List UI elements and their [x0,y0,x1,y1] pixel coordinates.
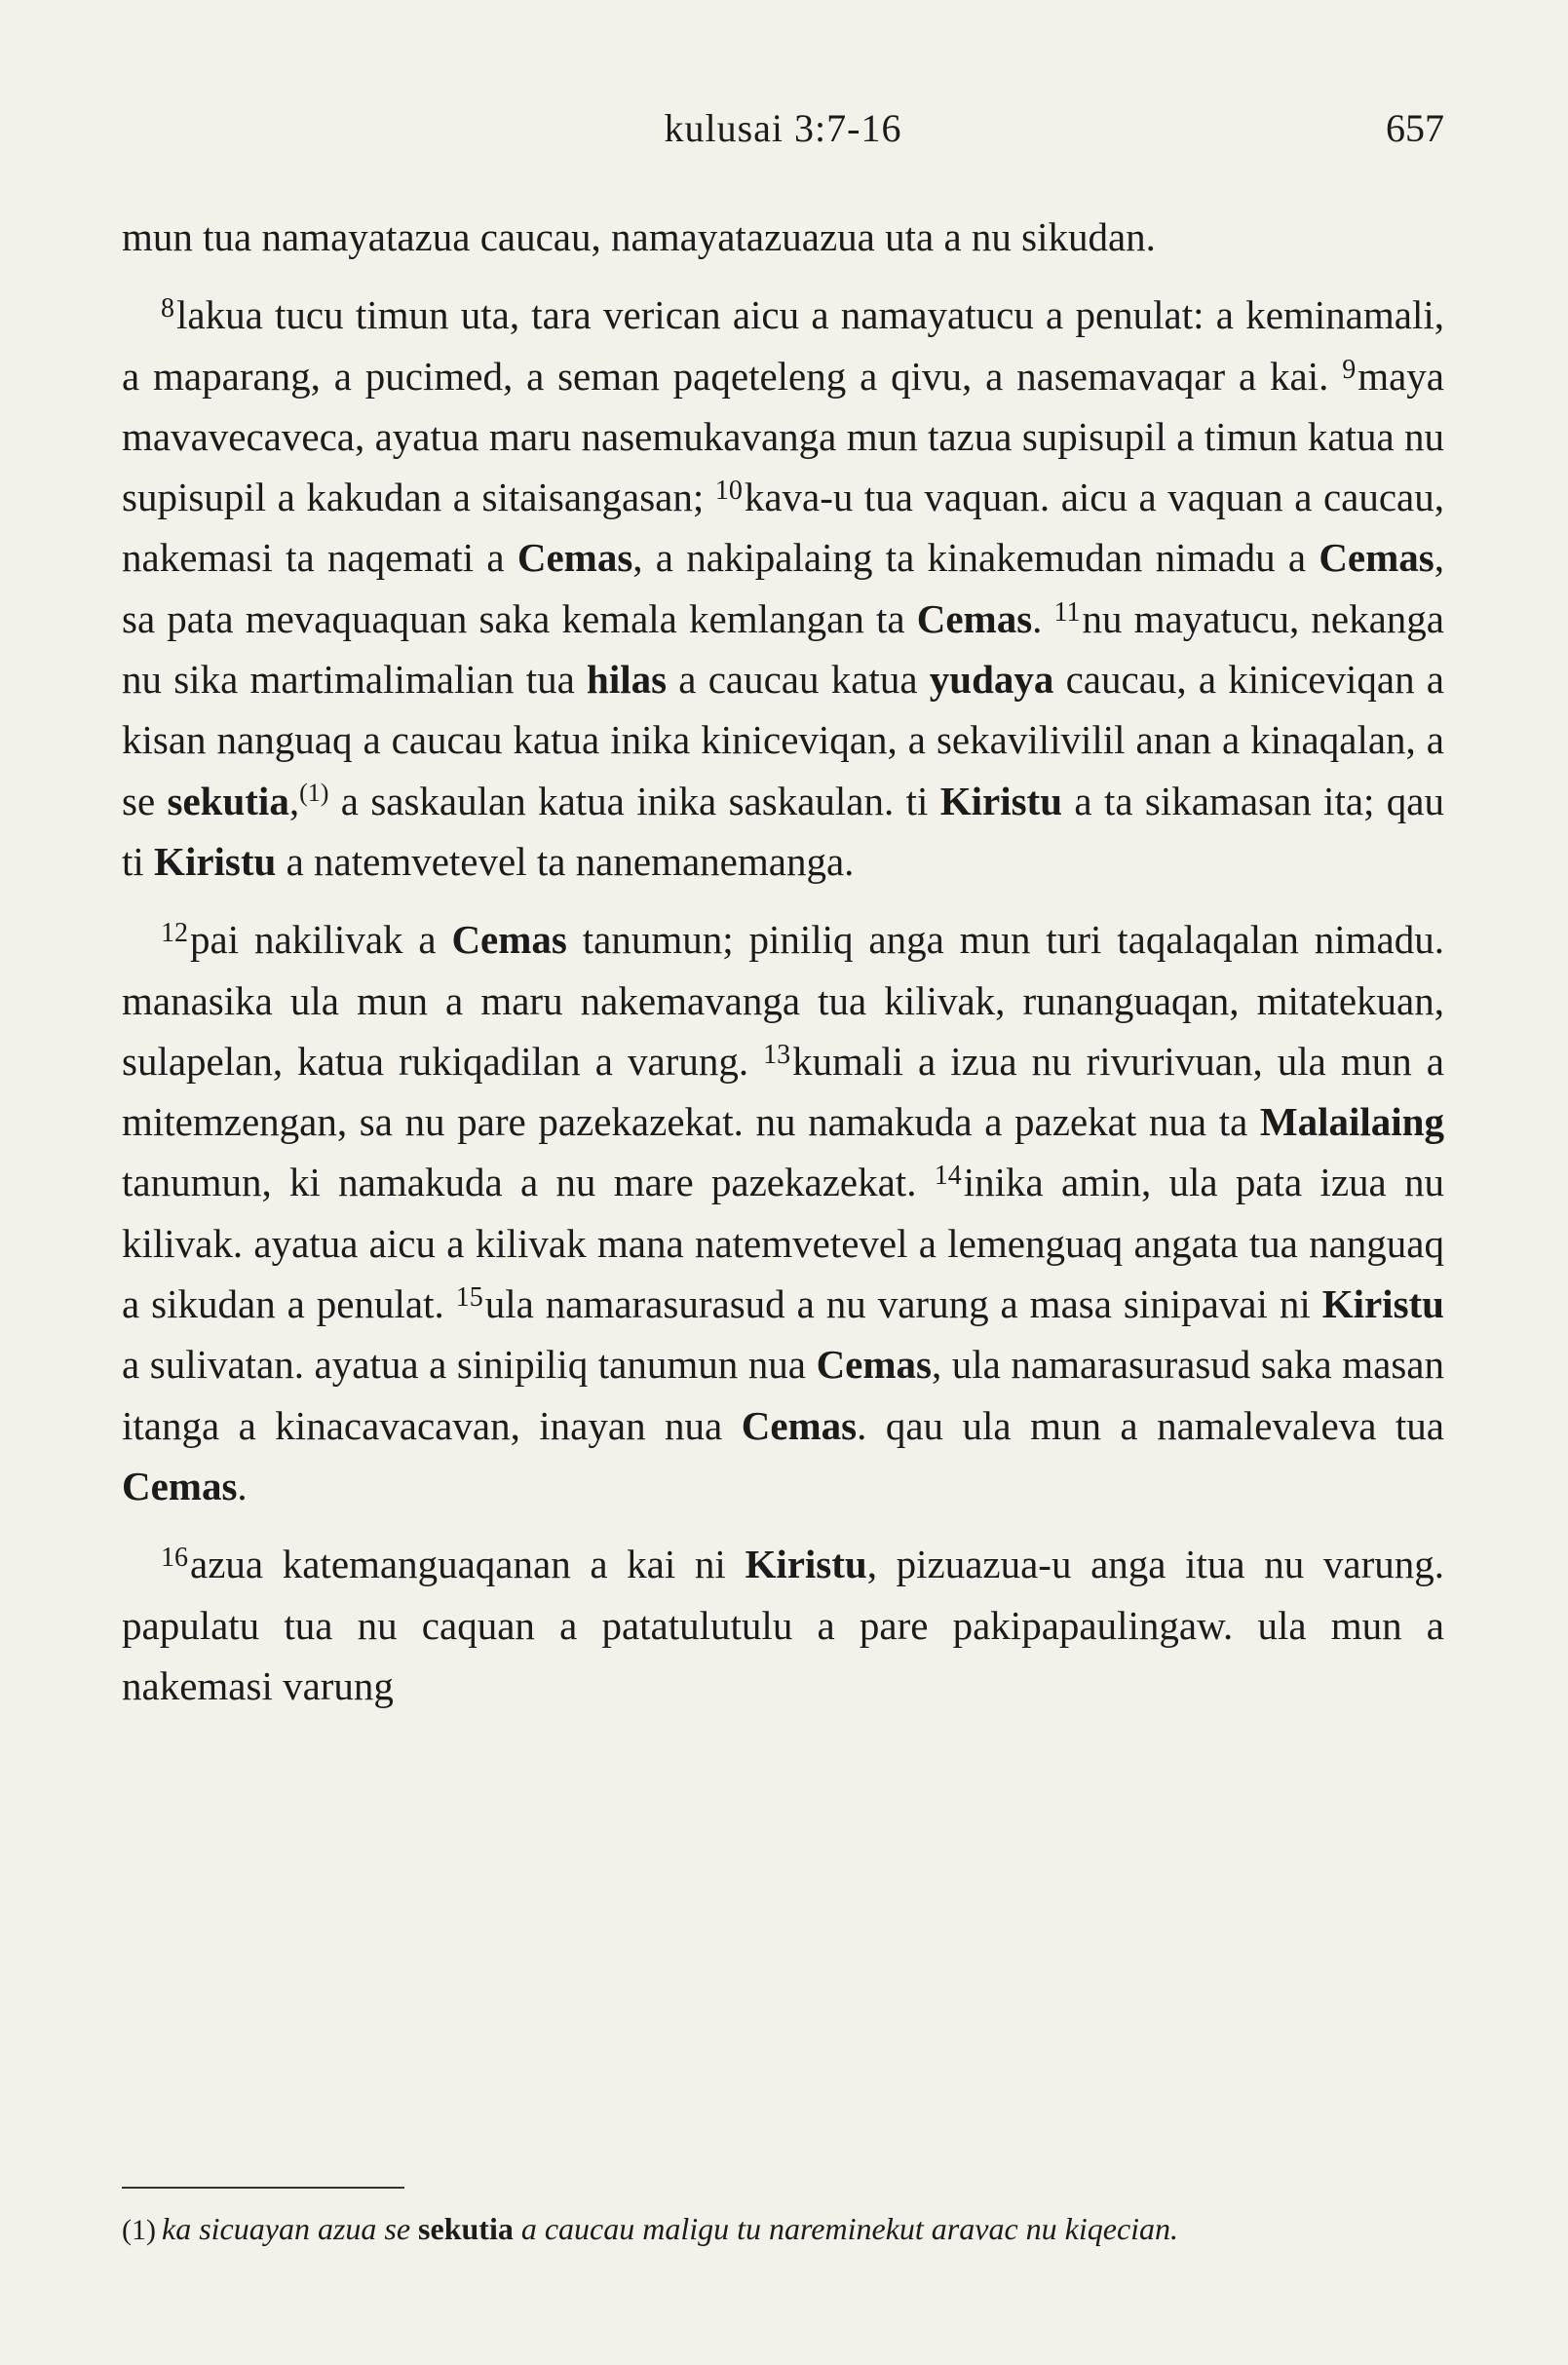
text-run: mun tua namayatazua caucau, namayatazuazua uta a nu sikudan. [122,214,1156,259]
text-run: , [288,778,300,823]
bold-term: Malailaing [1259,1099,1444,1145]
text-run: a ta sikamasan ita; qau ti [122,778,1444,884]
text-run: . qau ula mun a namalevaleva tua [857,1402,1445,1448]
italic-text: a caucau maligu tu nareminekut aravac nu kiqecian. [513,2211,1179,2246]
text-run: , ula namarasurasud saka masan itanga a kinacavacavan, inayan nua [122,1342,1444,1448]
paragraph [122,909,1444,1516]
footnote-text [162,2211,1178,2246]
bold-term: Kiristu [154,838,277,884]
bold-term: sekutia [167,778,289,823]
text-run: azua katemanguaqanan a kai ni [190,1542,746,1587]
text-run: , sa pata mevaquaquan saka kemala kemlangan ta [122,535,1444,641]
verse-number: 13 [763,1039,791,1070]
text-run: . [237,1463,248,1508]
bold-term: yudaya [929,657,1054,703]
bold-term: Cemas [916,595,1033,641]
bold-term: Kiristu [939,778,1063,823]
verse-number: 10 [714,476,743,507]
text-run: a sulivatan. ayatua a sinipiliq tanumun nua [122,1342,817,1388]
text-run: caucau, a kiniceviqan a kisan nanguaq a caucau katua inika kiniceviqan, a sekavilivilil anan a kinaqalan, a se [122,657,1444,823]
verse-number: 11 [1053,596,1081,628]
bold-term: Cemas [816,1342,932,1388]
bold-term: Cemas [741,1402,858,1448]
text-run: tanumun, ki namakuda a nu mare pazekazekat. [122,1160,935,1205]
text-run: ula namarasurasud a nu varung a masa sinipavai ni [484,1281,1322,1327]
text-run: a saskaulan katua inika saskaulan. ti [328,778,940,823]
verse-number: 12 [161,918,188,949]
text-run: a caucau katua [667,657,930,703]
verse-number: 14 [934,1161,962,1192]
paragraph [122,207,1444,267]
body-text [122,207,1444,1716]
text-run: inika amin, ula pata izua nu kilivak. ayatua aicu a kilivak mana natemvetevel a lemenguaq angata tua nanguaq a sikudan a penulat. [122,1160,1444,1327]
text-run: pai nakilivak a [190,917,452,963]
running-title: kulusai 3:7-16 [664,106,902,150]
footnote-divider [122,2187,404,2189]
bold-term: Kiristu [745,1542,867,1587]
page-number: 657 [1386,106,1444,150]
bold-term: Cemas [1319,535,1434,581]
footnote [122,2204,1444,2255]
bold-term: sekutia [418,2211,514,2246]
italic-text: ka sicuayan azua se [161,2211,419,2246]
text-run: tanumun; piniliq anga mun turi taqalaqalan nimadu. manasika ula mun a maru nakemavanga tua kilivak, runanguaqan, mitatekuan, sulapelan, katua rukiqadilan a varung. [122,917,1444,1084]
text-run: maya mavavecaveca, ayatua maru nasemukavanga mun tazua supisupil a timun katua nu supisupil a kakudan a sitaisangasan; [122,353,1444,520]
verse-number: 16 [161,1543,188,1574]
text-run: lakua tucu timun uta, tara verican aicu a namayatucu a penulat: a keminamali, a maparang, a pucimed, a seman paqeteleng a qivu, a nasemavaqar a kai. [122,292,1444,399]
footnote-marker: (1) [122,2214,156,2246]
text-run: . [1032,595,1054,641]
text-run: , a nakipalaing ta kinakemudan nimadu a [632,535,1319,581]
paragraph [122,1534,1444,1716]
bold-term: Cemas [122,1463,238,1508]
paragraph [122,285,1444,892]
verse-number: 8 [161,293,174,324]
footnote-reference: (1) [299,778,329,807]
verse-number: 9 [1342,354,1357,385]
bold-term: Kiristu [1321,1281,1444,1327]
bold-term: Cemas [451,917,567,963]
bold-term: Cemas [516,535,633,581]
text-run: , pizuazua-u anga itua nu varung. papulatu tua nu caquan a patatulutulu a pare pakipapaulingaw. ula mun a nakemasi varung [122,1542,1444,1708]
verse-number: 15 [455,1282,483,1314]
text-run: kumali a izua nu rivurivuan, ula mun a mitemzengan, sa nu pare pazekazekat. nu namakuda a pazekat nua ta [122,1038,1445,1145]
text-run: kava-u tua vaquan. aicu a vaquan a caucau, nakemasi ta naqemati a [122,475,1444,581]
page-header [122,105,1444,164]
bold-term: hilas [587,657,668,703]
text-run: nu mayatucu, nekanga nu sika martimalimalian tua [122,595,1444,703]
text-run: a natemvetevel ta nanemanemanga. [276,838,855,884]
